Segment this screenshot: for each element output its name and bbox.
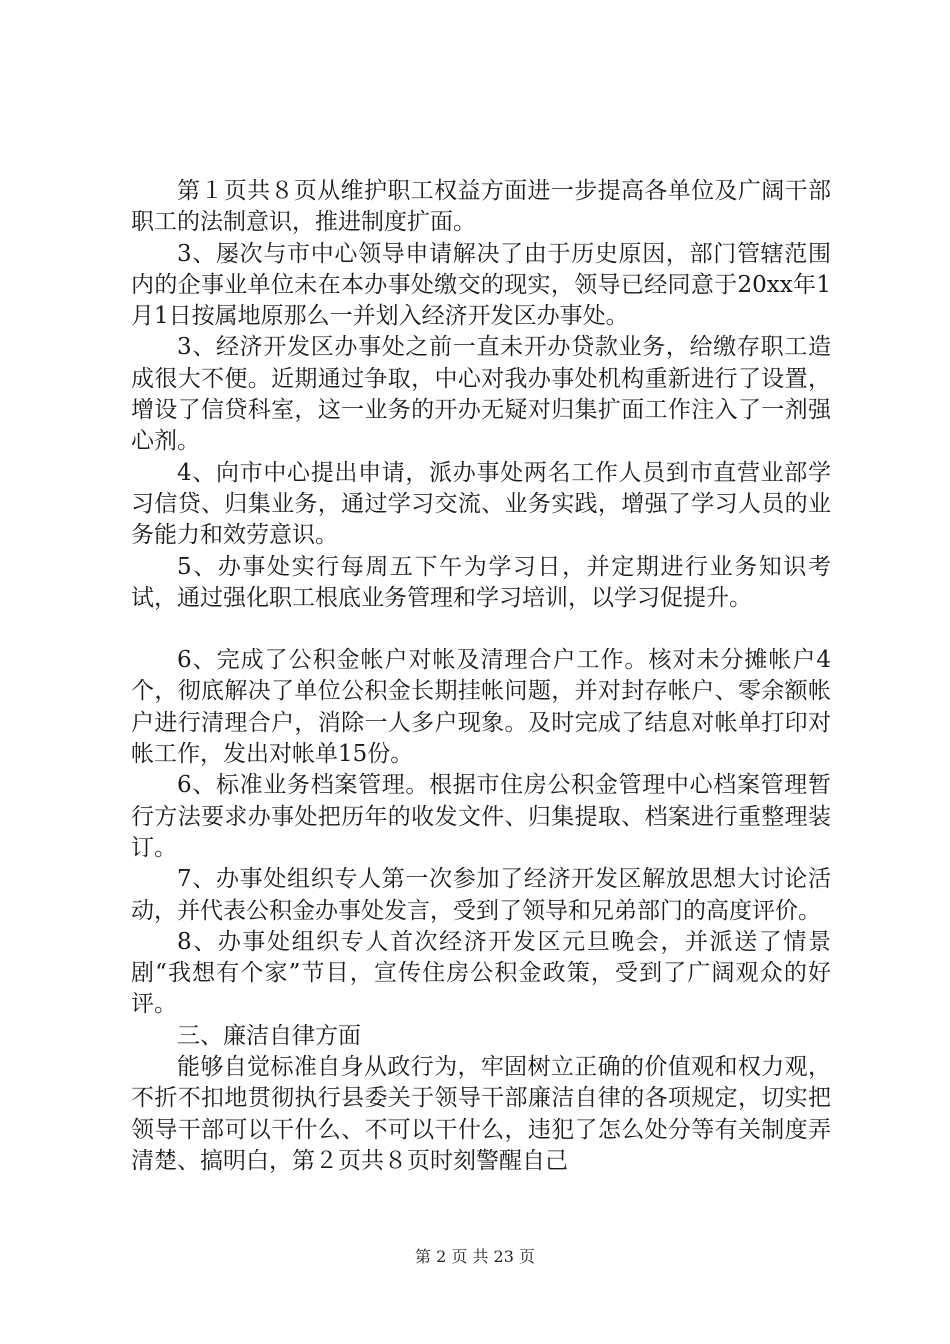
document-body [131, 176, 831, 1177]
paragraph-item-6a: 6、完成了公积金帐户对帐及清理合户工作。核对未分摊帐户4个，彻底解决了单位公积金长期挂帐问题，并对封存帐户、零余额帐户进行清理合户，消除一人多户现象。及时完成了结息对帐单打印对帐工作，发出对帐单15份。 [131, 647, 831, 768]
paragraph-item-4: 4、向市中心提出申请，派办事处两名工作人员到市直营业部学习信贷、归集业务，通过学习交流、业务实践，增强了学习人员的业务能力和效劳意识。 [131, 459, 831, 549]
paragraph-item-8: 8、办事处组织专人首次经济开发区元旦晚会，并派送了情景剧“我想有个家”节目，宣传住房公积金政策，受到了广阔观众的好评。 [131, 928, 831, 1018]
paragraph-item-7: 7、办事处组织专人第一次参加了经济开发区解放思想大讨论活动，并代表公积金办事处发言，受到了领导和兄弟部门的高度评价。 [131, 866, 831, 924]
paragraph-intro: 第１页共８页从维护职工权益方面进一步提高各单位及广阔干部职工的法制意识，推进制度扩面。 [131, 178, 831, 236]
paragraph-item-6b: 6、标准业务档案管理。根据市住房公积金管理中心档案管理暂行方法要求办事处把历年的收发文件、归集提取、档案进行重整理装订。 [131, 772, 831, 861]
page-footer: 第 2 页 共 23 页 [415, 1247, 535, 1266]
paragraph-item-3b: 3、经济开发区办事处之前一直未开办贷款业务，给缴存职工造成很大不便。近期通过争取，中心对我办事处机构重新进行了设置，增设了信贷科室，这一业务的开办无疑对归集扩面工作注入了一剂强心剂。 [131, 334, 831, 455]
section-heading-integrity: 三、廉洁自律方面 [177, 1022, 361, 1049]
paragraph-spacer [131, 614, 831, 645]
paragraph-integrity: 能够自觉标准自身从政行为，牢固树立正确的价值观和权力观，不折不扣地贯彻执行县委关于领导干部廉洁自律的各项规定，切实把领导干部可以干什么、不可以干什么，违犯了怎么处分等有关制度弄清楚、搞明白，第２页共８页时刻警醒自己 [131, 1054, 831, 1174]
paragraph-item-5: 5、办事处实行每周五下午为学习日，并定期进行业务知识考试，通过强化职工根底业务管理和学习培训，以学习促提升。 [131, 553, 831, 611]
paragraph-item-3a: 3、屡次与市中心领导申请解决了由于历史原因，部门管辖范围内的企事业单位未在本办事处缴交的现实，领导已经同意于20xx年1月1日按属地原那么一并划入经济开发区办事处。 [131, 240, 831, 330]
